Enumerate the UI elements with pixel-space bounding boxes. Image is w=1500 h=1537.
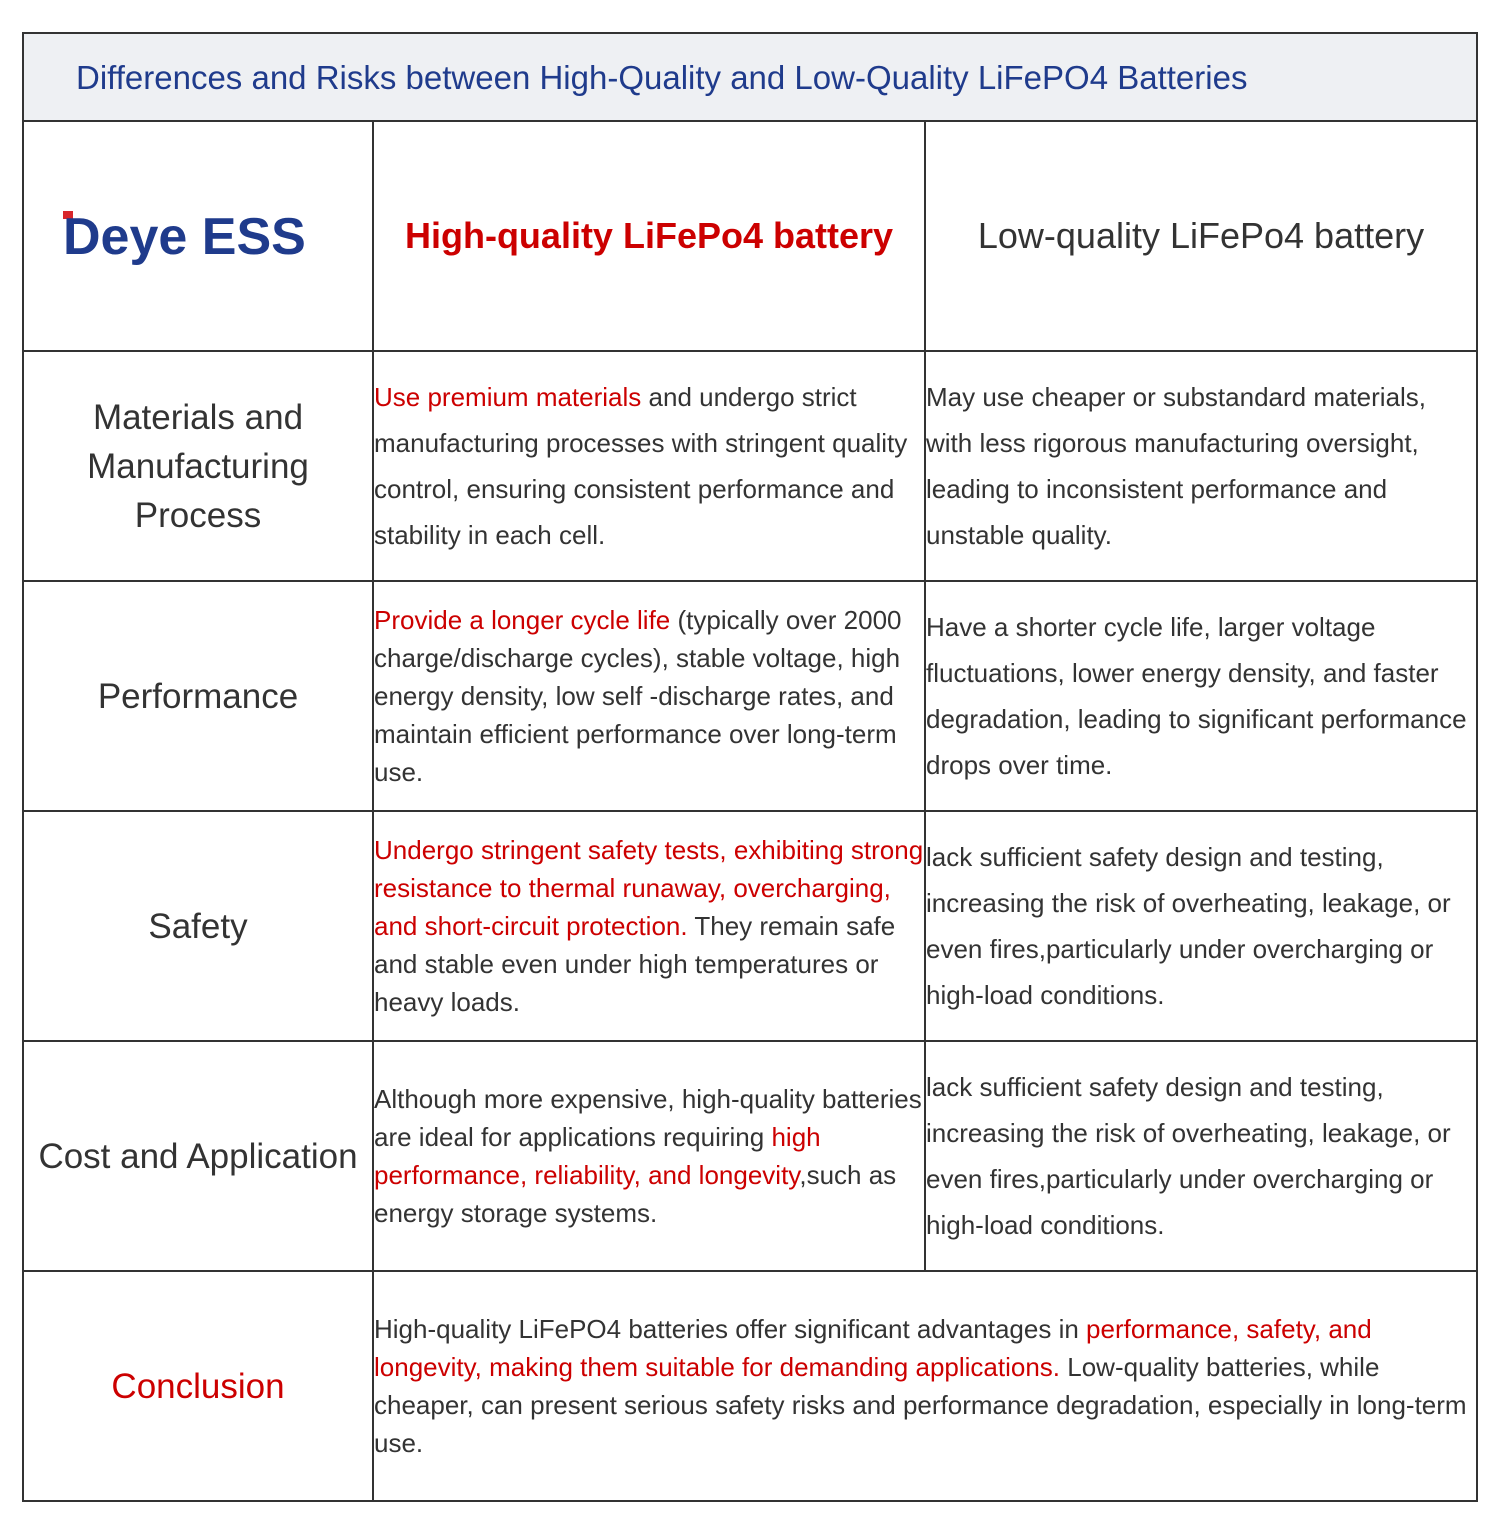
high-quality-performance xyxy=(373,581,925,811)
high-quality-cost xyxy=(373,1041,925,1271)
comparison-table xyxy=(22,120,1478,1502)
low-quality-performance: Have a shorter cycle life, larger voltage fluctuations, lower energy density, and faster degradation, leading to significant performance drops over time. xyxy=(925,581,1477,811)
low-quality-cost: lack sufficient safety design and testing, increasing the risk of overheating, leakage, or even fires,particularly under overcharging or high-load conditions. xyxy=(925,1041,1477,1271)
high-quality-materials xyxy=(373,351,925,581)
table-row xyxy=(23,351,1477,581)
highlight-text: high performance, reliability, and longevity xyxy=(374,1122,821,1190)
conclusion-row xyxy=(23,1271,1477,1501)
row-label-materials: Materials and Manufacturing Process xyxy=(23,351,373,581)
highlight-text: Undergo stringent safety tests, exhibiting strong resistance to thermal runaway, overcharging, and short-circuit protection. xyxy=(374,835,924,941)
page-title: Differences and Risks between High-Quality and Low-Quality LiFePO4 Batteries xyxy=(76,59,1248,96)
logo-cell xyxy=(23,121,373,351)
body-text: and undergo strict manufacturing processes with stringent quality control, ensuring consistent performance and stability in each cell. xyxy=(374,382,908,550)
table-row xyxy=(23,1041,1477,1271)
title-bar xyxy=(22,32,1478,122)
header-high-quality: High-quality LiFePo4 battery xyxy=(373,121,925,351)
conclusion-text xyxy=(373,1271,1477,1501)
high-quality-safety xyxy=(373,811,925,1041)
highlight-text: performance, safety, and longevity, making them suitable for demanding applications. xyxy=(374,1314,1372,1382)
row-label-safety: Safety xyxy=(23,811,373,1041)
header-low-quality: Low-quality LiFePo4 battery xyxy=(925,121,1477,351)
deye-ess-logo xyxy=(24,206,372,266)
body-text: ,such as energy storage systems. xyxy=(374,1160,897,1228)
table-row xyxy=(23,581,1477,811)
deye-ess-logo-graphic xyxy=(63,206,333,266)
row-label-conclusion: Conclusion xyxy=(23,1271,373,1501)
highlight-text: Provide a longer cycle life xyxy=(374,605,671,635)
row-label-cost: Cost and Application xyxy=(23,1041,373,1271)
low-quality-materials: May use cheaper or substandard materials, with less rigorous manufacturing oversight, leading to inconsistent performance and unstable quality. xyxy=(925,351,1477,581)
table-row xyxy=(23,811,1477,1041)
body-text: High-quality LiFePO4 batteries offer significant advantages in xyxy=(374,1314,1087,1344)
row-label-performance: Performance xyxy=(23,581,373,811)
body-text: Low-quality batteries, while cheaper, can present serious safety risks and performance degradation, especially in long-term use. xyxy=(374,1352,1467,1458)
body-text: (typically over 2000 charge/discharge cycles), stable voltage, high energy density, low self -discharge rates, and maintain efficient performance over long-term use. xyxy=(374,605,902,787)
svg-text:Deye ESS: Deye ESS xyxy=(63,208,306,266)
body-text: Although more expensive, high-quality batteries are ideal for applications requiring xyxy=(374,1084,922,1152)
low-quality-safety: lack sufficient safety design and testing, increasing the risk of overheating, leakage, or even fires,particularly under overcharging or high-load conditions. xyxy=(925,811,1477,1041)
highlight-text: Use premium materials xyxy=(374,382,642,412)
header-row xyxy=(23,121,1477,351)
body-text: They remain safe and stable even under high temperatures or heavy loads. xyxy=(374,911,896,1017)
